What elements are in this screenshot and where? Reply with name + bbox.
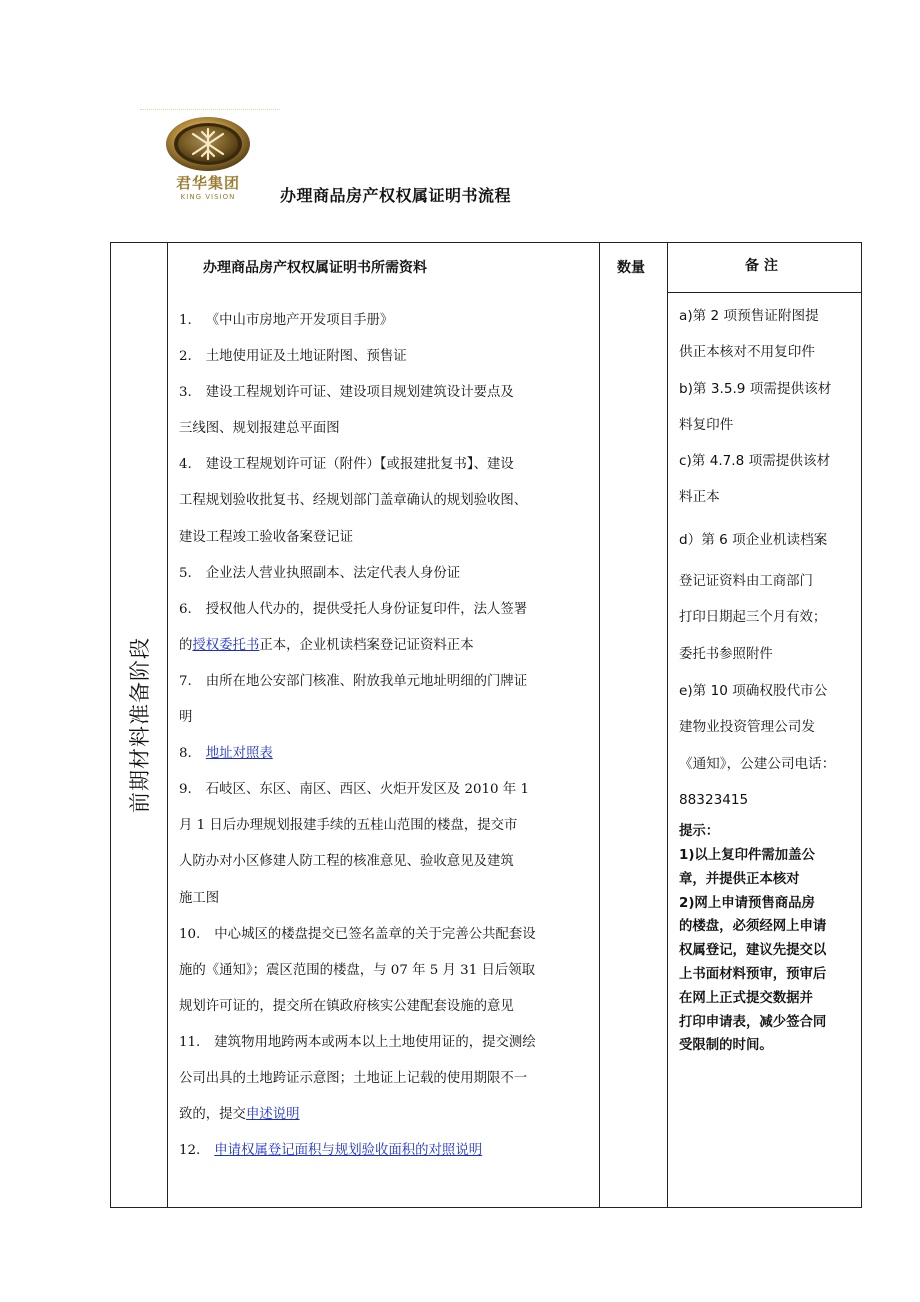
- materials-column-header: 办理商品房产权权属证明书所需资料: [203, 260, 427, 276]
- material-item-line: [179, 736, 601, 772]
- material-item-line: [179, 917, 601, 953]
- note-line: 委托书参照附件: [679, 646, 773, 662]
- material-item-text: 人防办对小区修建人防工程的核准意见、验收意见及建筑: [179, 854, 514, 870]
- note-line: d）第 6 项企业机读档案: [679, 531, 828, 548]
- material-item-number: 2.: [179, 349, 192, 365]
- table-divider: [667, 243, 668, 1207]
- note-line: a)第 2 项预售证附图提: [679, 308, 819, 324]
- material-item-line: [179, 339, 601, 375]
- quantity-column-header: 数量: [617, 260, 645, 276]
- attachment-link[interactable]: 申述说明: [245, 1107, 300, 1123]
- material-item-text: 公司出具的土地跨证示意图；土地证上记载的使用期限不一: [179, 1070, 528, 1086]
- material-item-line: [179, 556, 601, 592]
- notes-column-header: 备 注: [745, 258, 778, 274]
- material-item-line: [179, 375, 601, 411]
- tips-block: [679, 820, 857, 1058]
- material-item-line: [179, 1061, 601, 1097]
- note-line: 《通知》，公建公司电话：: [679, 755, 836, 772]
- material-item-number: 8.: [179, 746, 192, 762]
- tip-line: 章，并提供正本核对: [679, 871, 800, 887]
- material-item-line: [179, 989, 601, 1025]
- material-item-number: 5.: [179, 565, 192, 581]
- material-item-text: 建设工程规划许可证、建设项目规划建筑设计要点及: [205, 385, 514, 401]
- material-item-text: 规划许可证的，提交所在镇政府核实公建配套设施的意见: [179, 998, 514, 1014]
- materials-list: [179, 303, 601, 1169]
- tip-line: 的楼盘，必须经网上申请: [679, 919, 827, 935]
- material-item-line: [179, 808, 601, 844]
- note-line: 登记证资料由工商部门: [679, 574, 813, 590]
- note-line: e)第 10 项确权股代市公: [679, 682, 828, 699]
- notes-list: [679, 298, 857, 818]
- material-item-line: [179, 411, 601, 447]
- note-line: 料正本: [679, 489, 720, 506]
- material-item-line: [179, 664, 601, 700]
- material-item: [179, 1133, 601, 1169]
- note-line: 打印日期起三个月有效；: [679, 610, 827, 626]
- material-item-number: 7.: [179, 673, 192, 689]
- material-item-text: 土地使用证及土地证附图、预售证: [205, 349, 407, 365]
- document-title: 办理商品房产权权属证明书流程: [280, 186, 512, 205]
- material-item-line: [179, 483, 601, 519]
- material-item-line: [179, 303, 601, 339]
- note-line: b)第 3.5.9 项需提供该材: [679, 380, 832, 397]
- material-item-number: 11.: [179, 1034, 201, 1050]
- tip-line: 权属登记，建议先提交以: [679, 943, 827, 959]
- materials-table: [110, 242, 862, 1208]
- material-item: [179, 664, 601, 736]
- material-item-text: 致的，提交: [179, 1107, 246, 1123]
- material-item-line: [179, 953, 601, 989]
- tips-label: 提示：: [679, 824, 720, 840]
- material-item-text: 的: [179, 637, 193, 653]
- material-item-text: 月 1 日后办理规划报建手续的五桂山范围的楼盘，提交市: [179, 818, 518, 834]
- table-divider: [167, 243, 168, 1207]
- tip-line: 2)网上申请预售商品房: [679, 895, 815, 911]
- logo-text: 君华集团: [175, 174, 241, 192]
- table-divider: [667, 292, 861, 293]
- stage-cell: [111, 243, 167, 1207]
- material-item-text: 施工图: [179, 890, 220, 906]
- tip-line: 打印申请表，减少签合同: [679, 1014, 827, 1030]
- attachment-link[interactable]: 授权委托书: [192, 637, 260, 653]
- material-item-text: 建筑物用地跨两本或两本以上土地使用证的，提交测绘: [214, 1034, 536, 1050]
- material-item-text: 《中山市房地产开发项目手册》: [205, 313, 394, 328]
- material-item-line: [179, 520, 601, 556]
- material-item: [179, 1025, 601, 1133]
- note-line: c)第 4.7.8 项需提供该材: [679, 453, 831, 470]
- tip-line: 受限制的时间。: [679, 1038, 773, 1054]
- material-item-number: 12.: [179, 1143, 201, 1159]
- material-item: [179, 772, 601, 916]
- material-item-line: [179, 592, 601, 628]
- material-item-text: 中心城区的楼盘提交已签名盖章的关于完善公共配套设: [214, 926, 536, 942]
- note-line: 料复印件: [679, 416, 734, 433]
- material-item-text: 授权他人代办的，提供受托人身份证复印件，法人签署: [205, 601, 528, 617]
- tips-list: [679, 844, 857, 1058]
- material-item-text: 正本，企业机读档案登记证资料正本: [259, 637, 474, 653]
- material-item-line: [179, 772, 601, 808]
- note-line: 88323415: [679, 791, 749, 808]
- material-item-line: [179, 881, 601, 917]
- logo-subtext: KING VISION: [180, 193, 236, 201]
- material-item: [179, 736, 601, 772]
- material-item-line: [179, 700, 601, 736]
- company-logo: [160, 112, 260, 202]
- notes-cell: [679, 298, 857, 1058]
- material-item-line: [179, 1025, 601, 1061]
- material-item: [179, 556, 601, 592]
- material-item-text: 由所在地公安部门核准、附放我单元地址明细的门牌证: [205, 673, 528, 689]
- tip-line: 上书面材料预审，预审后: [679, 966, 827, 982]
- material-item-number: 3.: [179, 385, 192, 401]
- attachment-link[interactable]: 申请权属登记面积与规划验收面积的对照说明: [214, 1143, 483, 1159]
- material-item-line: [179, 628, 601, 664]
- tip-line: 1)以上复印件需加盖公: [679, 847, 815, 863]
- attachment-link[interactable]: 地址对照表: [205, 746, 273, 762]
- material-item-line: [179, 1097, 601, 1133]
- material-item-text: 石岐区、东区、南区、西区、火炬开发区及 2010 年 1: [205, 782, 529, 798]
- stage-label: 前期材料准备阶段: [128, 637, 152, 813]
- material-item-number: 9.: [179, 782, 192, 798]
- material-item-text: 建设工程竣工验收备案登记证: [179, 529, 354, 545]
- material-item-line: [179, 844, 601, 880]
- material-item: [179, 375, 601, 447]
- note-line: 供正本核对不用复印件: [679, 344, 815, 361]
- material-item: [179, 303, 601, 339]
- material-item-text: 工程规划验收批复书、经规划部门盖章确认的规划验收图、: [179, 493, 528, 509]
- material-item-text: 施的《通知》；震区范围的楼盘，与 07 年 5 月 31 日后领取: [179, 962, 536, 978]
- tip-line: 在网上正式提交数据并: [679, 990, 813, 1006]
- material-item: [179, 592, 601, 664]
- material-item: [179, 917, 601, 1025]
- material-item-number: 1.: [179, 313, 192, 328]
- material-item-line: [179, 1133, 601, 1169]
- material-item: [179, 447, 601, 555]
- material-item: [179, 339, 601, 375]
- material-item-number: 10.: [179, 926, 201, 942]
- material-item-line: [179, 447, 601, 483]
- material-item-text: 三线图、规划报建总平面图: [179, 421, 340, 437]
- material-item-text: 明: [179, 710, 193, 726]
- material-item-number: 6.: [179, 601, 192, 617]
- material-item-text: 企业法人营业执照副本、法定代表人身份证: [205, 565, 461, 581]
- material-item-number: 4.: [179, 457, 192, 473]
- note-line: 建物业投资管理公司发: [679, 719, 815, 736]
- material-item-text: 建设工程规划许可证（附件）【或报建批复书】、建设: [205, 457, 514, 473]
